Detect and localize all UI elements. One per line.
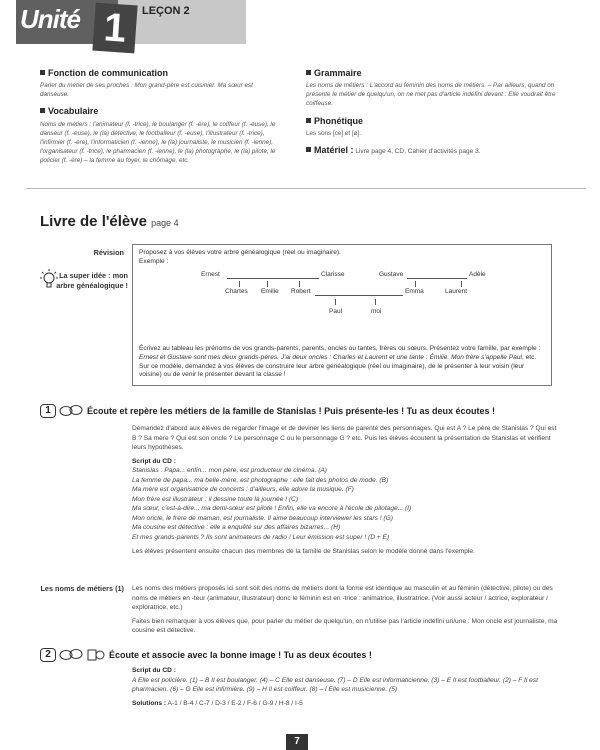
revision-label: Révision <box>93 248 124 257</box>
activity-1-body <box>132 424 562 556</box>
activity-2-script: A Elle est policière. (1) – B Il est boulanger. (4) – C Elle est danseuse. (7) – D Elle est informaticienne. (3) – E Il est footballeur. (2) – F Il est pharmacien. (6) – G Elle est infirmière. (9) – H Il est coiffeur. (8) – I Elle est musicienne. (5) <box>132 676 538 694</box>
activity-2-heading <box>40 648 580 662</box>
right-column <box>306 67 566 157</box>
phonetique-heading: Phonétique <box>306 115 566 127</box>
noms-label: Les noms de métiers (1) <box>40 584 124 593</box>
tree-laurent: Laurent <box>445 287 468 295</box>
bullet-square-icon <box>40 108 45 113</box>
script-line: La femme de papa... ma belle-mère, est photographe : elle fait des photos de mode. (B) <box>132 476 389 484</box>
activity-number: 1 <box>40 404 56 418</box>
image-match-icon <box>87 649 105 661</box>
script-line: Ma cousine est détective : elle a enquêté sur des affaires bizarres... (H) <box>132 524 341 532</box>
exemple-label: Exemple : <box>139 257 169 265</box>
activity-1-outro: Les élèves présentent ensuite chacun des membres de la famille de Stanislas selon le modèle donné dans l'exemple. <box>132 547 475 555</box>
livre-title: Livre de l'élève page 4 <box>40 213 179 230</box>
left-column <box>40 67 280 165</box>
activity-1-intro: Demandez d'abord aux élèves de regarder l'image et de deviner les liens de parenté des personnages. Qui est A ? Le père de Stanislas ? Qui est B ? Sa mère ? Qui est son oncle ? Le personnage C ou le personnage G ? etc. Puis les élèves écoutent la présentation de Stanislas et vérifient leurs hypothèses. <box>132 425 557 452</box>
tree-paul: Paul <box>329 307 343 315</box>
tree-emma: Emma <box>405 287 424 295</box>
noms-text-1: Les noms des métiers proposés ici sont soit des noms de métiers dont la forme est identique au masculin et au féminin (détective, pilote) ou des noms de métiers en -teur (animateur, illustrateur) donc le féminin est en -trice : animatrice, illustratrice. (Voir aussi acteur / actrice, explorateur / exploratrice, etc.) <box>132 585 553 612</box>
script-line: Mon oncle, le frère de maman, est journaliste. Il aime beaucoup interviewer les stars ! (G) <box>132 514 393 522</box>
tree-clarisse: Clarisse <box>321 270 345 278</box>
idea-label: La super idée : mon arbre généalogique ! <box>56 271 128 291</box>
noms-body <box>132 584 562 636</box>
tree-ernest: Ernest <box>201 270 220 278</box>
bullet-square-icon <box>40 70 45 75</box>
fonction-heading: Fonction de communication <box>40 67 280 79</box>
unit-header <box>16 0 246 56</box>
tree-emilie: Emilie <box>261 287 279 295</box>
revision-intro: Proposez à vos élèves votre arbre généalogique (réel ou imaginaire). <box>139 249 341 256</box>
speech-bubbles-icon <box>59 405 83 417</box>
script-line: Mon frère est illustrateur : il dessine toute la journée ! (C) <box>132 495 299 503</box>
tree-adele: Adèle <box>469 270 486 278</box>
bullet-square-icon <box>306 147 311 152</box>
lecon-label: LEÇON 2 <box>142 5 190 17</box>
section-divider <box>26 188 586 189</box>
materiel-line: Matériel : Livre page 4, CD, Cahier d'activités page 3. <box>306 144 566 157</box>
noms-text-2: Faites bien remarquer à vos élèves que, pour parler du métier de quelqu'un, on n'utilise pas l'article indéfini un/une : Mon oncle est journaliste, ma cousine est détective. <box>132 617 558 635</box>
activity-1-title: Écoute et repère les métiers de la famille de Stanislas ! Puis présente-les ! Tu as deux écoutes ! <box>87 405 495 416</box>
script-title-2: Script du CD : <box>132 667 176 674</box>
revision-box <box>132 244 552 386</box>
script-line: Et mes grands-parents ? Ils sont animateurs de radio ! Leur émission est super ! (D + E) <box>132 534 390 542</box>
tree-moi: moi <box>371 307 382 315</box>
vocab-heading: Vocabulaire <box>40 105 280 117</box>
grammaire-heading: Grammaire <box>306 67 566 79</box>
activity-2-title: Écoute et associe avec la bonne image ! Tu as deux écoutes ! <box>109 649 372 660</box>
speech-bubbles-icon <box>59 649 83 661</box>
vocab-text: Noms de métiers : l'animateur (f. -trice), le boulanger (f. -ère), le coiffeur (f. -euse), le danseur (f. -euse), le (la) détective, le footballeur (f. -euse), l'illustrateur (f. -trice), l'infirmier (f. -ère), l'informaticien (f. -ienne), le (la) journaliste, le musicien (f. -ienne), l'organisateur (f. -trice), le pharmacien (f. -ienne), le (la) photographe, le (la) pilote, le policier (f. -ère) – la femme au foyer, le chômage, etc. <box>40 120 276 165</box>
script-line: Ma mère est organisatrice de concerts : d'ailleurs, elle adore la musique. (F) <box>132 486 354 494</box>
script-line: Stanislas : Papa... enfin... mon père, est producteur de cinéma. (A) <box>132 467 327 475</box>
grammaire-text: Les noms de métiers : L'accord au féminin des noms de métiers. – Par ailleurs, quand on présente le métier de quelqu'un, on ne met pas d'article indéfini devant : Elle voudrait être coiffeuse. <box>306 82 556 108</box>
script-title: Script du CD : <box>132 457 176 465</box>
solutions-line: Solutions : A-1 / B-4 / C-7 / D-3 / E-2 / F-6 / G-9 / H-8 / I-5 <box>132 699 303 707</box>
activity-1-heading <box>40 404 580 418</box>
bullet-square-icon <box>306 118 311 123</box>
script-line: Ma sœur, c'est-à-dire... ma demi-sœur est pilote ! Enfin, elle va encore à l'école de pilotage... (I) <box>132 505 412 513</box>
tree-chartes: Chartes <box>225 287 248 295</box>
family-tree <box>139 269 545 339</box>
bullet-square-icon <box>306 70 311 75</box>
revision-instructions: Écrivez au tableau les prénoms de vos grands-parents, parents, oncles ou tantes, frères ou sœurs. Présentez votre famille, par exemple : Ernest et Gustave sont mes deux grands-pères. J'ai deux oncles : Charles et Laurent et une tante : Émilie. Mon frère s'appelle Paul, etc. Sur ce modèle, demandez à vos élèves de construire leur arbre généalogique (réel ou imaginaire), de le présenter à leur voisin (leur voisine) ou de venir le présenter devant la classe ! <box>139 344 541 379</box>
unite-number: 1 <box>92 3 137 54</box>
tree-gustave: Gustave <box>379 270 404 278</box>
tree-robert: Robert <box>291 287 311 295</box>
phonetique-text: Les sons [ce] et [ø]. <box>306 129 361 137</box>
activity-number: 2 <box>40 648 56 662</box>
activity-2-body <box>132 666 562 708</box>
fonction-text: Parler du métier de ses proches : Mon grand-père est cuisinier. Ma sœur est danseuse. <box>40 82 253 99</box>
unite-label: Unité <box>20 4 80 34</box>
page-number: 7 <box>286 734 308 750</box>
